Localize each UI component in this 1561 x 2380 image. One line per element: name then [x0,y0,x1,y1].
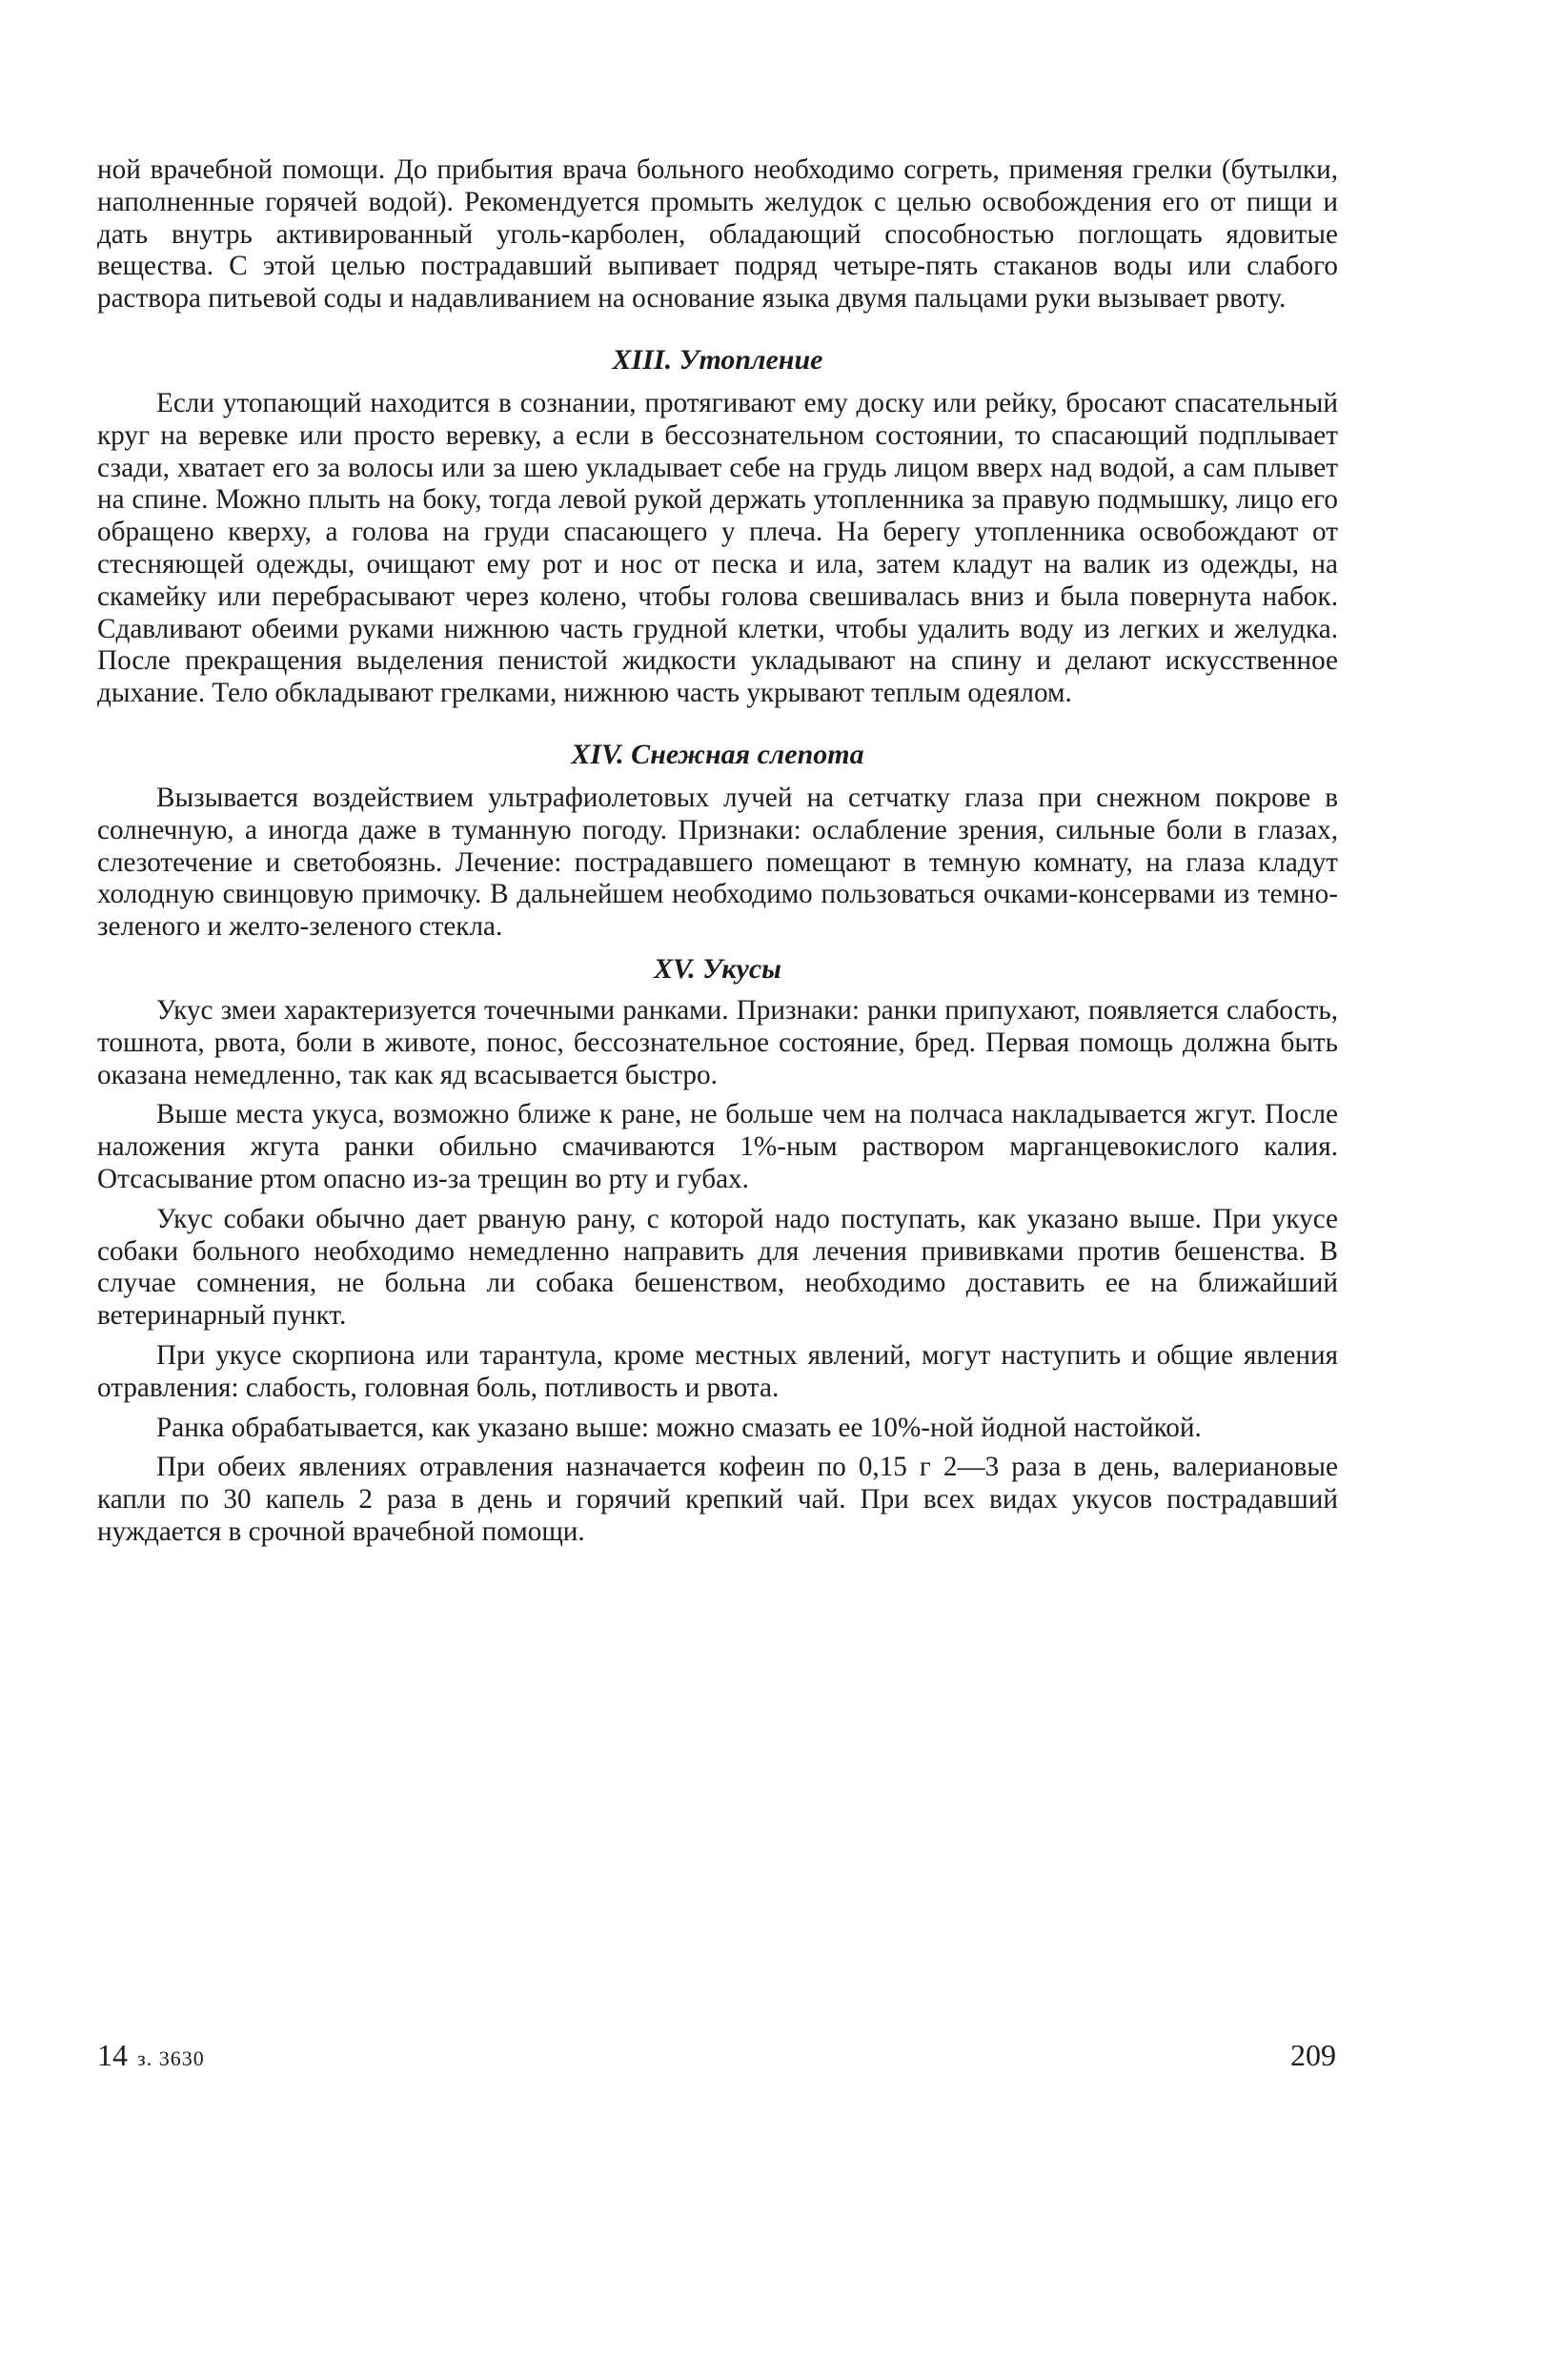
bites-paragraph-medication: При обеих явлениях отравления назначается кофеин по 0,15 г 2—3 раза в день, валериановые капли по 30 капель 2 раза в день и горячий крепкий чай. При всех видах укусов пострадавший нуждается в срочной врачебной помощи. [97,1452,1338,1547]
bites-paragraph-wound-treatment: Ранка обрабатывается, как указано выше: можно смазать ее 10%-ной йодной настойкой. [156,1412,1202,1443]
bites-paragraph-snake: Укус змеи характеризуется точечными ранками. Признаки: ранки припухают, появляется слабость, тошнота, рвота, боли в животе, понос, бессознательное состояние, бред. Первая помощь должна быть оказана немедленно, так как яд всасывается быстро. [97,994,1338,1090]
bites-paragraph-tourniquet: Выше места укуса, возможно ближе к ране, не больше чем на полчаса накладывается жгут. После наложения жгута ранки обильно смачиваются 1%-ным раствором марганцевокислого калия. Отсасывание ртом опасно из-за трещин во рту и губах. [97,1099,1338,1194]
bites-paragraph-scorpion: При укусе скорпиона или тарантула, кроме местных явлений, могут наступить и общие явления отравления: слабость, головная боль, потливость и рвота. [97,1339,1338,1403]
intro-paragraph: ной врачебной помощи. До прибытия врача больного необходимо согреть, применяя грелки (бутылки, наполненные горячей водой). Рекомендуется промыть желудок с целью освобождения его от пищи и дать внутрь активированный уголь-карболен, обладающий способностью поглощать ядовитые вещества. С этой целью пострадавший выпивает подряд четыре-пять стаканов воды или слабого раствора питьевой соды и надавливанием на основание языка двумя пальцами руки вызывает рвоту. [97,154,1338,315]
page-number: 209 [1290,2038,1336,2072]
section-title-bites: XV. Укусы [654,952,781,985]
section-title-drowning: XIII. Утопление [612,343,823,376]
drowning-paragraph: Если утопающий находится в сознании, протягивают ему доску или рейку, бросают спасательный круг на веревке или просто веревку, а если в бессознательном состоянии, то спасающий подплывает сзади, хватает его за волосы или за шею укладывает себе на грудь лицом вверх над водой, а сам плывет на спине. Можно плыть на боку, тогда левой рукой держать утопленника за правую подмышку, лицо его обращено кверху, а голова на груди спасающего у плеча. На берегу утопленника освобождают от стесняющей одежды, очищают ему рот и нос от песка и ила, затем кладут на валик из одежды, на скамейку или перебрасывают через колено, чтобы голова свешивалась вниз и была повернута набок. Сдавливают обеими руками нижнюю часть грудной клетки, чтобы удалить воду из легких и желудка. После прекращения выделения пенистой жидкости укладывают на спину и делают искусственное дыхание. Тело обкладывают грелками, нижнюю часть укрывают теплым одеялом. [97,387,1338,709]
section-title-snow-blindness: XIV. Снежная слепота [571,738,864,770]
printer-signature [97,2036,205,2078]
page-footer [97,2036,1338,2074]
signature-order: з. 3630 [137,2046,205,2070]
page-body [97,154,1338,1549]
signature-number: 14 [97,2038,128,2072]
snow-blindness-paragraph: Вызывается воздействием ультрафиолетовых лучей на сетчатку глаза при снежном покрове в солнечную, а иногда даже в туманную погоду. Признаки: ослабление зрения, сильные боли в глазах, слезотечение и светобоязнь. Лечение: пострадавшего помещают в темную комнату, на глаза кладут холодную свинцовую примочку. В дальнейшем необходимо пользоваться очками-консервами из темно-зеленого и желто-зеленого стекла. [97,782,1338,943]
bites-paragraph-dog: Укус собаки обычно дает рваную рану, с которой надо поступать, как указано выше. При укусе собаки больного необходимо немедленно направить для лечения прививками против бешенства. В случае сомнения, не больна ли собака бешенством, необходимо доставить ее на ближайший ветеринарный пункт. [97,1203,1338,1332]
